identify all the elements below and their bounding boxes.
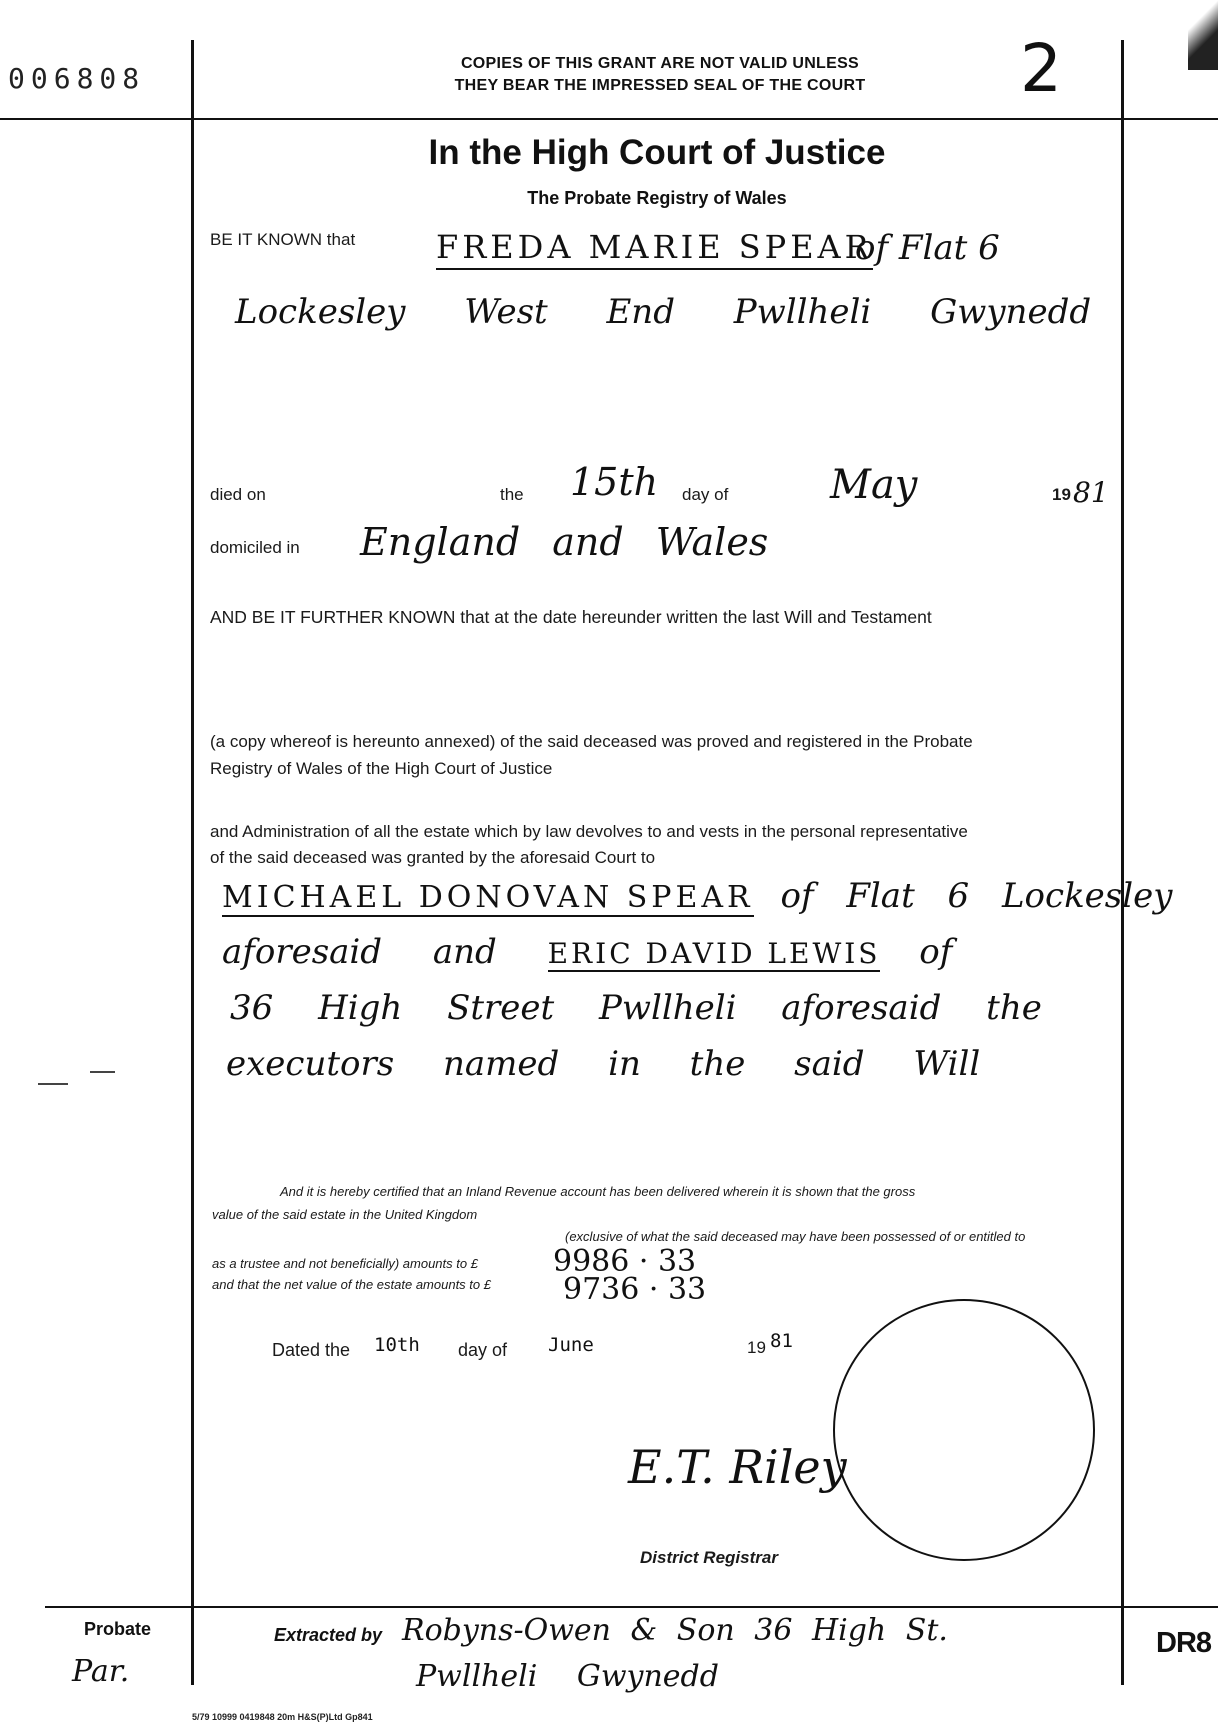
exclusive-text: (exclusive of what the said deceased may have been possessed of or entitled to [565, 1229, 1026, 1244]
form-code: DR8 [1156, 1627, 1212, 1659]
administration-line2: of the said deceased was granted by the aforesaid Court to [210, 848, 656, 867]
court-title: In the High Court of Justice [428, 133, 886, 172]
dated-label: Dated the [272, 1340, 351, 1360]
grantee-line2-pre: aforesaid and [222, 932, 497, 972]
page-number: 2 [1020, 30, 1062, 107]
domicile: England and Wales [360, 520, 769, 564]
probate-label: Probate [84, 1619, 152, 1639]
scan-corner-smudge [1188, 0, 1218, 70]
grantee-line3: 36 High Street Pwllheli aforesaid the [230, 988, 1042, 1028]
deceased-name: FREDA MARIE SPEAR [436, 228, 873, 270]
registrar-title: District Registrar [640, 1548, 778, 1567]
deceased-address-prefix: of Flat 6 [855, 228, 1000, 268]
right-border-line [1121, 40, 1124, 1685]
dated-year-suffix: 81 [770, 1330, 793, 1352]
extracted-by-label: Extracted by [274, 1625, 383, 1645]
dated-month: June [548, 1334, 594, 1356]
footer-divider-line-main [191, 1606, 1123, 1608]
death-year-suffix: 81 [1073, 476, 1109, 509]
grantee-line2-post: of [919, 932, 953, 972]
death-day: 15th [570, 460, 659, 504]
day-of-label: day of [682, 485, 729, 504]
certify-line1: And it is hereby certified that an Inland Revenue account has been delivered wherein it is shown that the gross [280, 1184, 916, 1199]
net-value: 9736 · 33 [563, 1272, 707, 1307]
death-year-prefix: 19 [1052, 485, 1071, 504]
stray-mark [90, 1071, 115, 1073]
certify-line2: value of the said estate in the United Kingdom [212, 1207, 478, 1222]
extracted-by-line2: Pwllheli Gwynedd [416, 1659, 719, 1694]
copy-whereof-line1: (a copy whereof is hereunto annexed) of the said deceased was proved and registered in the Probate [210, 732, 973, 751]
header-top-line [0, 118, 191, 120]
probate-initials: Par. [72, 1654, 130, 1689]
administration-line1: and Administration of all the estate which by law devolves to and vests in the personal representative [210, 822, 968, 841]
registry-name: The Probate Registry of Wales [527, 188, 787, 208]
copy-whereof-line2: Registry of Wales of the High Court of Justice [210, 759, 553, 778]
grantee-2-name: ERIC DAVID LEWIS [547, 937, 881, 970]
dated-day-of-label: day of [458, 1340, 508, 1360]
court-seal-circle [833, 1299, 1095, 1561]
the-label: the [500, 485, 524, 504]
left-border-line [191, 40, 194, 1685]
footer-divider-line-right [1123, 1606, 1218, 1608]
grantee-line4: executors named in the said Will [226, 1044, 981, 1084]
seal-notice-line2: THEY BEAR THE IMPRESSED SEAL OF THE COURT [454, 77, 866, 94]
domiciled-label: domiciled in [210, 538, 300, 557]
grantee-1-address: of Flat 6 Lockesley [780, 876, 1173, 916]
gross-value: 9986 · 33 [553, 1244, 697, 1279]
grantee-line1 [222, 876, 1172, 916]
extracted-by-line1: Robyns-Owen & Son 36 High St. [402, 1613, 948, 1648]
be-it-known-label: BE IT KNOWN that [210, 230, 356, 249]
died-on-label: died on [210, 485, 266, 504]
seal-notice [300, 53, 1020, 97]
further-known-text: AND BE IT FURTHER KNOWN that at the date hereunder written the last Will and Testament [210, 607, 932, 627]
footer-divider-line [45, 1606, 193, 1608]
trustee-label: as a trustee and not beneficially) amounts to £ [212, 1256, 478, 1271]
deceased-address-line2: Lockesley West End Pwllheli Gwynedd [235, 292, 1092, 332]
header-right-line [1123, 118, 1218, 120]
print-code: 5/79 10999 0419848 20m H&S(P)Ltd Gp841 [192, 1712, 373, 1722]
death-month: May [830, 462, 918, 508]
net-value-label: and that the net value of the estate amounts to £ [212, 1277, 491, 1292]
grantee-line2 [222, 932, 952, 972]
stray-mark [38, 1083, 68, 1085]
dated-day: 10th [374, 1334, 420, 1356]
serial-number: 006808 [8, 62, 146, 95]
dated-year-prefix: 19 [747, 1338, 766, 1357]
seal-notice-line1: COPIES OF THIS GRANT ARE NOT VALID UNLESS [460, 55, 860, 72]
header-divider-line [191, 118, 1123, 120]
grantee-1-name: MICHAEL DONOVAN SPEAR [222, 880, 754, 915]
registrar-signature: E.T. Riley [628, 1440, 847, 1494]
